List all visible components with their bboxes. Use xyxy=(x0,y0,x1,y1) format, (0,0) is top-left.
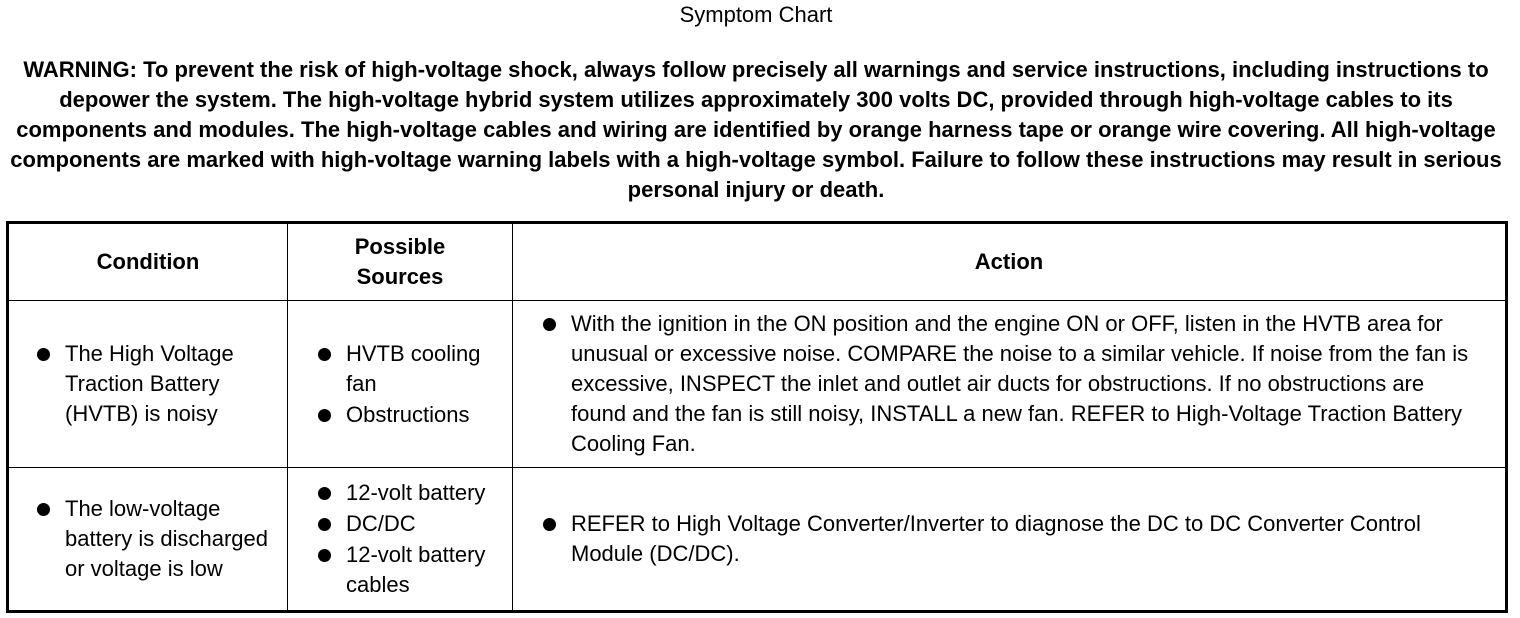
header-condition: Condition xyxy=(8,223,288,301)
condition-item: The High Voltage Traction Battery (HVTB) is noisy xyxy=(34,339,281,429)
header-action: Action xyxy=(513,223,1507,301)
source-item: Obstructions xyxy=(315,400,508,430)
sources-cell xyxy=(288,301,513,468)
source-item: 12-volt battery xyxy=(315,478,508,508)
source-item: 12-volt battery cables xyxy=(315,540,508,600)
warning-text: WARNING: To prevent the risk of high-voltage shock, always follow precisely all warnings and service instructions, including instructions to depower the system. The high-voltage hybrid system utilizes approximately 300 volts DC, provided through high-voltage cables to its components and modules. The high-voltage cables and wiring are identified by orange harness tape or orange wire covering. All high-voltage components are marked with high-voltage warning labels with a high-voltage symbol. Failure to follow these instructions may result in serious personal injury or death. xyxy=(10,57,1502,202)
condition-cell xyxy=(8,468,288,612)
condition-cell xyxy=(8,301,288,468)
condition-item: The low-voltage battery is discharged or voltage is low xyxy=(34,494,281,584)
action-cell xyxy=(513,468,1507,612)
sources-cell xyxy=(288,468,513,612)
symptom-table xyxy=(6,221,1508,613)
table-row xyxy=(8,301,1507,468)
action-item: With the ignition in the ON position and the engine ON or OFF, listen in the HVTB area for unusual or excessive noise. COMPARE the noise to a similar vehicle. If noise from the fan is excessive, INSPECT the inlet and outlet air ducts for obstructions. If no obstructions are found and the fan is still noisy, INSTALL a new fan. REFER to High-Voltage Traction Battery Cooling Fan. xyxy=(540,309,1485,459)
action-cell xyxy=(513,301,1507,468)
source-item: DC/DC xyxy=(315,509,508,539)
table-row xyxy=(8,468,1507,612)
header-possible-sources: Possible Sources xyxy=(288,223,513,301)
chart-title: Symptom Chart xyxy=(679,2,833,27)
source-item: HVTB cooling fan xyxy=(315,339,508,399)
table-header-row xyxy=(8,223,1507,301)
action-item: REFER to High Voltage Converter/Inverter to diagnose the DC to DC Converter Control Module (DC/DC). xyxy=(540,509,1485,569)
